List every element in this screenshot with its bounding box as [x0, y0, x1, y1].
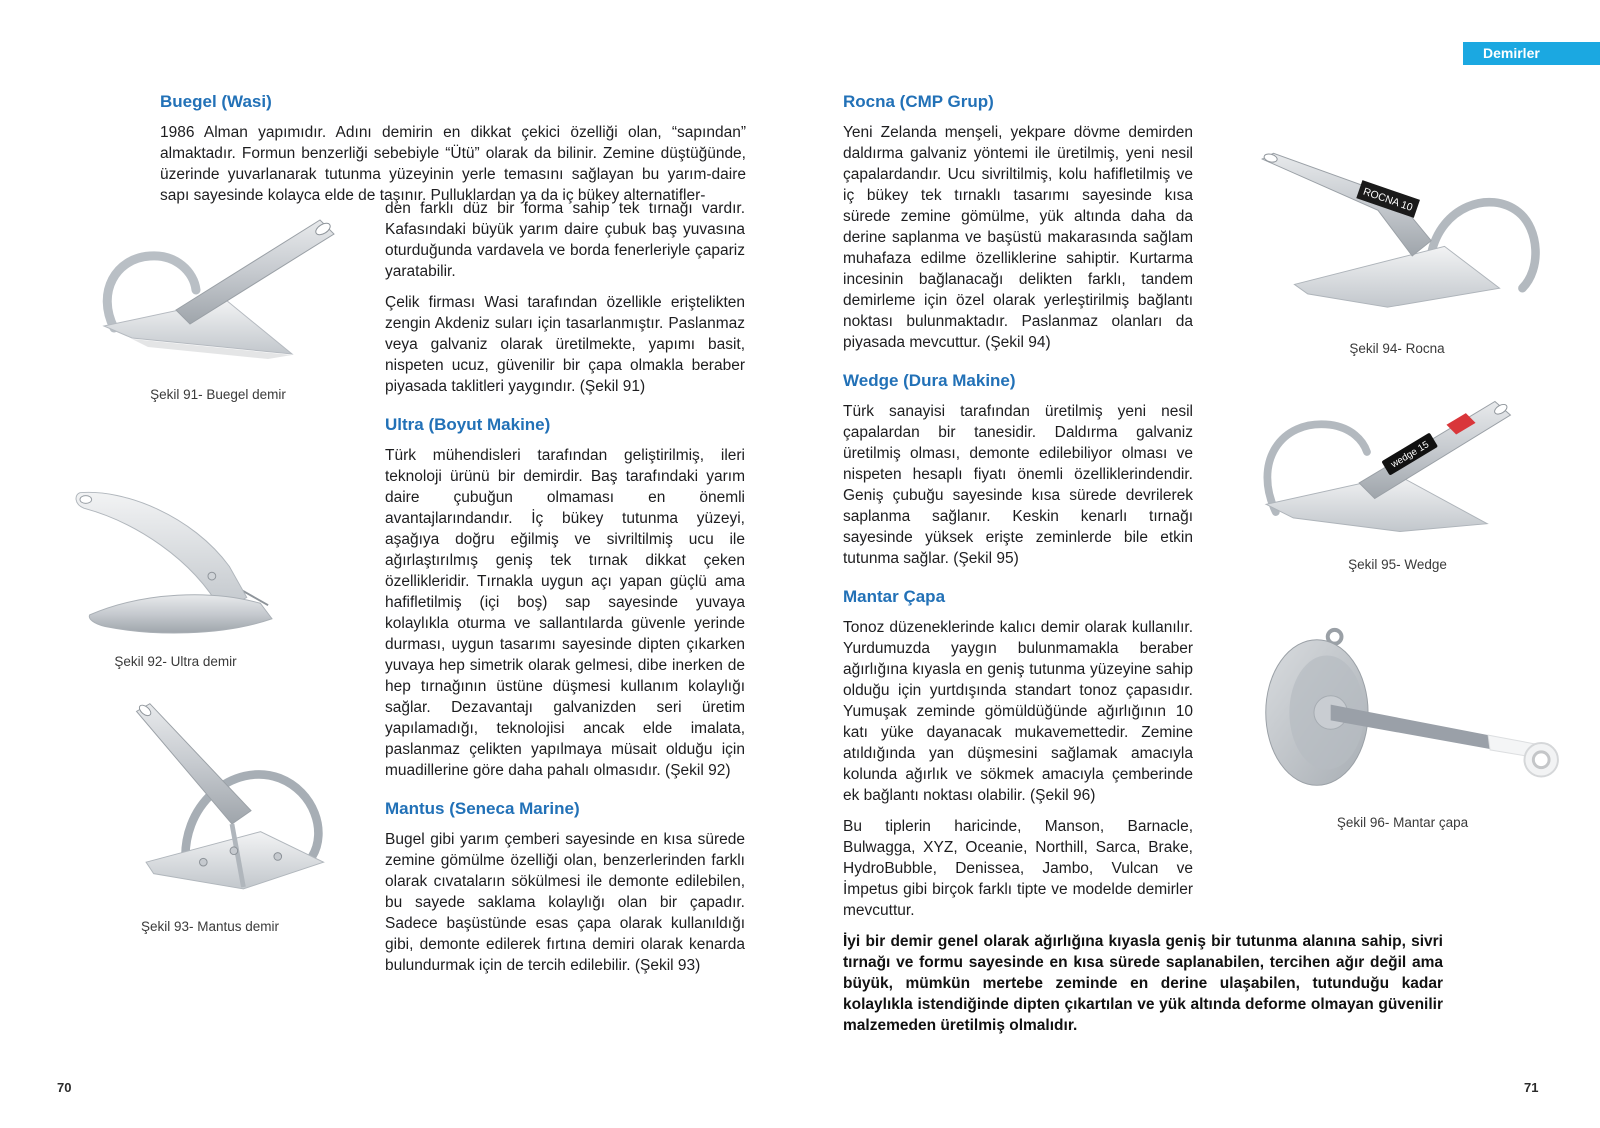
figure-caption-95: Şekil 95- Wedge — [1348, 557, 1447, 572]
page-number-left: 70 — [57, 1080, 72, 1095]
figure-caption-96: Şekil 96- Mantar çapa — [1336, 815, 1469, 830]
section-heading-buegel: Buegel (Wasi) — [160, 92, 272, 111]
paragraph-buegel-wrap: den farklı düz bir forma sahip tek tırnağı vardır. Kafasındaki büyük yarım daire çubuk baş yuvasına oturduğunda vardavela ve borda fenerleriyle çapariz yaratabilir. — [385, 200, 745, 280]
section-heading-wedge: Wedge (Dura Makine) — [843, 371, 1016, 390]
mantar-anchor-image — [1240, 622, 1565, 804]
paragraph-mantus: Bugel gibi yarım çemberi sayesinde en kısa sürede zemine gömülme özelliği olan, benzerlerinden farklı olarak cıvataların sökülmesi ile demonte edilebilen, bu sayede saklama kolaylığı olan bir çapadır. Sadece başüstünde esas çapa olarak kullanıldığı gibi, demonte edilerek fırtına demiri olarak kenarda bulundurmak için de tercih edilebilir. (Şekil 93) — [385, 831, 745, 974]
figure-caption-91: Şekil 91- Buegel demir — [150, 387, 286, 402]
paragraph-mantar: Tonoz düzeneklerinde kalıcı demir olarak kullanılır. Yurdumuzda yaygın bulunmamakla beraber ağırlığına kıyasla en geniş tutunma yüzeyine sahip olduğu için yurtdışında standart tonoz çapasıdır. Yumuşak zeminde gömüldüğünde ağırlığının 10 katı yüke dayanacak mukavemettedir. Zemine atıldığında yan düşmesini sağlamak amacıyla kolunda ağırlık ve sökmek amacıyla çemberinde ek bağlantı noktası olabilir. (Şekil 96) — [843, 619, 1193, 804]
paragraph-other-types: Bu tiplerin haricinde, Manson, Barnacle, Bulwagga, XYZ, Oceanie, Northill, Sarca, Brake, HydroBubble, Denissea, Jambo, Vulcan ve İmpetus gibi birçok farklı tipte ve modelde demirler mevcuttur. — [843, 818, 1193, 919]
rocna-anchor-image — [1242, 140, 1552, 330]
paragraph-ultra: Türk mühendisleri tarafından geliştirilmiş, ileri teknoloji ürünü bir demirdir. Baş tarafındaki yarım daire çubuğun olmaması en önemli avantajlarındandır. İç bükey tutunma yüzeyi, aşağıya doğru eğilmiş ve sivriltilmiş ucu ile ağırlaştırılmış geniş tek tırnak dikkat çeken özellikleridir. Tırnakla uygun açı yapan güçlü ama hafifletilmiş (içi boş) sap sayesinde yuvaya kolaylıkla oturma ve sallantılarda güvenle yerinde durması, uygun tasarımı sayesinde dipten çıkarken yuvaya hep simetrik olarak gelmesi, dibe inerken de hep tırnağının üstüne düşmesi kullanım kolaylığı sağlar. Dezavantajı galvanizden seri üretim yapılamadığı, teknolojisi ancak elde imalata, paslanmaz çelikten yapılmaya müsait olduğu için muadillerine göre daha pahalı olmasıdır. (Şekil 92) — [385, 447, 745, 779]
figure-caption-92: Şekil 92- Ultra demir — [114, 654, 237, 669]
chapter-tab-label: Demirler — [1483, 45, 1540, 61]
ultra-anchor-image — [63, 483, 288, 643]
section-heading-ultra: Ultra (Boyut Makine) — [385, 415, 551, 434]
section-heading-rocna: Rocna (CMP Grup) — [843, 92, 994, 111]
figure-mantar — [1240, 622, 1565, 830]
section-heading-mantar: Mantar Çapa — [843, 587, 946, 606]
figure-buegel — [88, 206, 348, 402]
chapter-tab — [1463, 42, 1600, 65]
buegel-anchor-image — [88, 206, 348, 376]
mantus-anchor-image — [85, 698, 335, 908]
left-page-text-column — [385, 198, 745, 986]
wedge-anchor-image — [1250, 386, 1545, 546]
figure-rocna — [1242, 140, 1552, 356]
section-heading-mantus: Mantus (Seneca Marine) — [385, 799, 580, 818]
paragraph-summary: İyi bir demir genel olarak ağırlığına kıyasla geniş bir tutunma alanına sahip, sivri tırnağı ve formu sayesinde en kısa sürede saplanabilen, tercihen ağır değil ama büyük, mümkün mertebe zeminde en derine ulaşabilen, tutunduğu kadar kolaylıkla istendiğinde dipten çıkartılan ve yük altında deforme olmayan güvenilir malzemeden üretilmiş olmalıdır. — [843, 933, 1443, 1034]
figure-ultra — [63, 483, 288, 669]
page-number-right: 71 — [1524, 1080, 1539, 1095]
wedge-photo-label: wedge 15 — [1389, 439, 1432, 471]
figure-caption-94: Şekil 94- Rocna — [1349, 341, 1445, 356]
rocna-photo-label: ROCNA 10 — [1361, 186, 1414, 214]
paragraph-buegel-2: Çelik firması Wasi tarafından özellikle eriştelikten zengin Akdeniz suları için tasarlanmıştır. Paslanmaz veya galvaniz olarak üretilmekte, yapımı basit, nispeten ucuz, güvenilir bir çapa olmakla beraber piyasada taklitleri yaygındır. (Şekil 91) — [385, 294, 745, 395]
paragraph-wedge: Türk sanayisi tarafından üretilmiş yeni nesil çapalardan bir tanesidir. Daldırma galvaniz üretilmiş olması, demonte edilebiliyor olması ve nispeten hesaplı fiyatı önemli özelliklerindendir. Geniş çubuğu sayesinde kısa sürede devrilerek saplanma sağlanır. Keskin kenarlı tırnağı sayesinde yüksek erişte zeminlerde bile etkin tutunma sağlar. (Şekil 95) — [843, 403, 1193, 567]
figure-mantus — [85, 698, 335, 934]
figure-wedge — [1250, 386, 1545, 572]
paragraph-rocna: Yeni Zelanda menşeli, yekpare dövme demirden daldırma galvaniz yöntemi ile üretilmiş, yeni nesil çapalardandır. Ucu sivriltilmiş, kolu hafifletilmiş ve iç bükey tek tırnaklı tasarımı sayesinde kısa sürede zemine gömülme, yük altında daha da derine saplanma ve başüstü makarasında sağlam muhafaza edilme özelliklerine sahiptir. Kurtarma incesinin bağlanacağı delikten farklı, tandem demirleme için özel olarak yerleştirilmiş bağlantı noktası bulunmaktadır. Paslanmaz olanları da piyasada mevcuttur. (Şekil 94) — [843, 124, 1193, 351]
figure-caption-93: Şekil 93- Mantus demir — [140, 919, 280, 934]
paragraph-buegel-intro: 1986 Alman yapımıdır. Adını demirin en dikkat çekici özelliği olan, “sapından” almaktadır. Formun benzerliği sebebiyle “Ütü” olarak da bilinir. Zemine düştüğünde, üzerinde yuvarlanarak tutunma yüzeyinin yerle temasını sağlayan bu yarım-daire sapı sayesinde kolayca elde de taşınır. Pulluklardan ya da iç bükey alternatifler- — [160, 124, 746, 204]
